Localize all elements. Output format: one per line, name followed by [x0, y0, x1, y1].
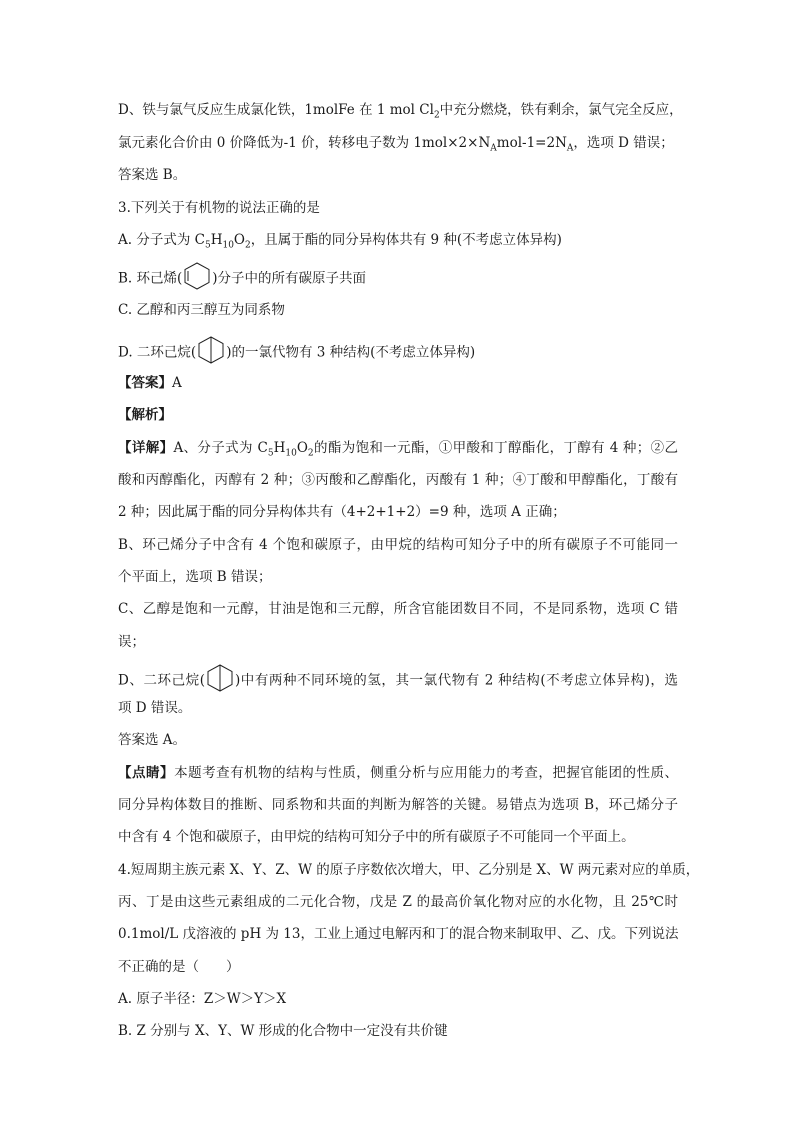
question-4-option-b: B. Z 分别与 X、Y、W 形成的化合物中一定没有共价键 [118, 1023, 448, 1039]
detail-line: C、乙醇是饱和一元醇，甘油是饱和三元醇，所含官能团数目不同，不是同系物，选项 C 错 [118, 601, 678, 617]
answer-line [118, 373, 678, 393]
cyclohexene-structure-icon [184, 262, 210, 296]
question-4-stem: 丙、丁是由这些元素组成的二元化合物，戊是 Z 的最高价氧化物对应的水化物，且 25℃时 [118, 894, 678, 910]
detail-line: 【详解】A、分子式为 $C_5H_{10}O_2$的酯为饱和一元酯，①甲酸和丁醇酯化，丁醇有 4 种；②乙 [118, 440, 679, 459]
answer-value: A [172, 375, 182, 391]
question-3-option-d: D. 二环己烷( )的一氯代物有 3 种结构(不考虑立体异构) [118, 336, 678, 370]
question-4-stem: 4.短周期主族元素 X、Y、Z、W 的原子序数依次增大，甲、乙分别是 X、W 两元素对应的单质， [118, 862, 700, 878]
point-line: 中含有 4 个饱和碳原子，由甲烷的结构可知分子中的所有碳原子不可能同一个平面上。 [118, 829, 635, 845]
detail-line: B、环己烯分子中含有 4 个饱和碳原子，由甲烷的结构可知分子中的所有碳原子不可能同一 [118, 537, 678, 553]
question-3-option-b: B. 环己烯( )分子中的所有碳原子共面 [118, 262, 678, 296]
detail-line: 2 种；因此属于酯的同分异构体共有（4+2+1+2）=9 种，选项 A 正确； [118, 504, 566, 520]
detail-line: 个平面上，选项 B 错误； [118, 569, 272, 585]
text-line: 答案选 B。 [118, 167, 187, 183]
text-line: 氯元素化合价由 0 价降低为-1 价，转移电子数为 $1mol\times 2\times N_Amol-1=2N_A$，选项 D 错误； [118, 135, 674, 154]
text-line: D、铁与氯气反应生成氯化铁，1molFe 在 1 mol $Cl_2$中充分燃烧，铁有剩余，氯气完全反应， [118, 102, 683, 121]
detail-line: 误； [118, 634, 145, 650]
question-3-option-a: A. 分子式为 $C_5H_{10}O_2$，且属于酯的同分异构体共有 9 种(不考虑立体异构) [118, 232, 562, 251]
question-4-stem: 0.1mol/L 戊溶液的 pH 为 13，工业上通过电解丙和丁的混合物来制取甲、乙、戊。下列说法 [118, 926, 679, 942]
detail-line: 答案选 A。 [118, 732, 187, 748]
detail-line: 酸和丙醇酯化，丙醇有 2 种；③丙酸和乙醇酯化，丙酸有 1 种；④丁酸和甲醇酯化，丁酸有 [118, 472, 678, 488]
answer-tag: 【答案】 [118, 375, 172, 391]
analysis-tag: 【解析】 [118, 407, 172, 423]
question-4-option-a: A. 原子半径：Z＞W＞Y＞X [118, 991, 287, 1007]
question-4-stem: 不正确的是（ ） [118, 959, 240, 975]
point-line: 同分异构体数目的推断、同系物和共面的判断为解答的关键。易错点为选项 B，环己烯分子 [118, 797, 678, 813]
bicyclohexane-structure-icon [198, 336, 224, 370]
point-line: 【点睛】本题考查有机物的结构与性质，侧重分析与应用能力的考查，把握官能团的性质、 [118, 765, 679, 781]
detail-line: D、二环己烷( )中有两种不同环境的氢，其一氯代物有 2 种结构(不考虑立体异构)，选 [118, 664, 678, 698]
question-3-stem: 3.下列关于有机物的说法正确的是 [118, 200, 320, 216]
bicyclohexane-structure-icon [207, 664, 233, 698]
detail-line: 项 D 错误。 [118, 700, 192, 716]
question-3-option-c: C. 乙醇和丙三醇互为同系物 [118, 302, 285, 318]
